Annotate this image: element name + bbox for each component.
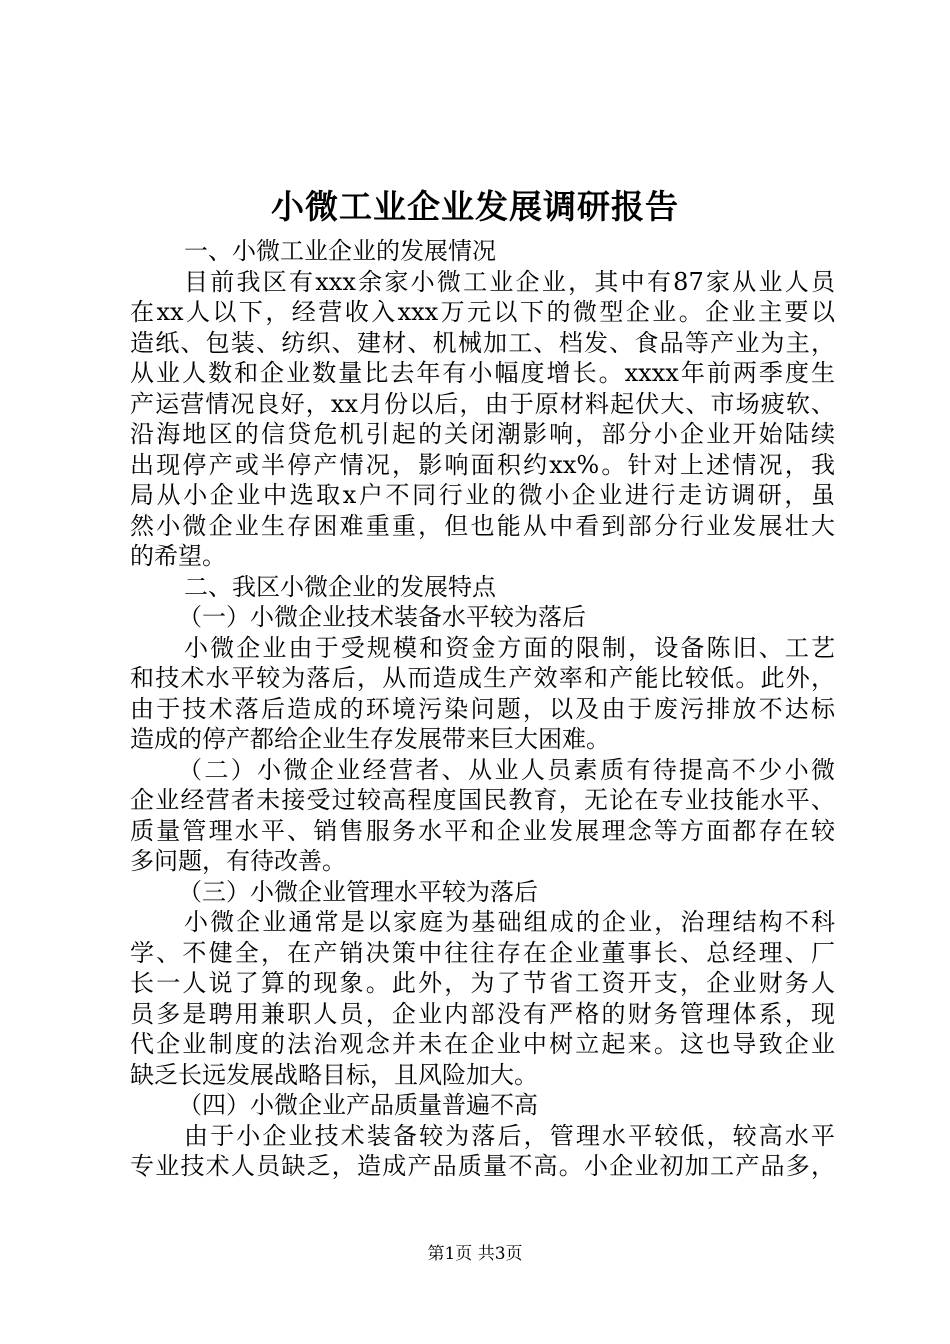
body-line: 在xx人以下，经营收入xxx万元以下的微型企业。企业主要以 (130, 298, 835, 326)
body-line: 沿海地区的信贷危机引起的关闭潮影响，部分小企业开始陆续 (130, 420, 835, 448)
body-line: 专业技术人员缺乏，造成产品质量不高。小企业初加工产品多， (130, 1152, 835, 1180)
body-line: 小微企业由于受规模和资金方面的限制，设备陈旧、工艺 (184, 633, 835, 662)
page-footer: 第1页 共3页 (427, 1244, 523, 1264)
body-line: 由于技术落后造成的环境污染问题，以及由于废污排放不达标 (130, 694, 835, 723)
body-line: 造纸、包装、纺织、建材、机械加工、档发、食品等产业为主， (130, 328, 835, 357)
body-line: 和技术水平较为落后，从而造成生产效率和产能比较低。此外， (130, 664, 835, 692)
body-line: 的希望。 (130, 542, 226, 570)
body-line: 然小微企业生存困难重重，但也能从中看到部分行业发展壮大 (130, 511, 835, 540)
body-line: 代企业制度的法治观念并未在企业中树立起来。这也导致企业 (130, 1030, 835, 1058)
body-line: 长一人说了算的现象。此外，为了节省工资开支，企业财务人 (130, 969, 835, 997)
body-line: 质量管理水平、销售服务水平和企业发展理念等方面都存在较 (130, 816, 835, 845)
body-line: 由于小企业技术装备较为落后，管理水平较低，较高水平 (184, 1121, 835, 1150)
body-line: 出现停产或半停产情况，影响面积约xx%。针对上述情况，我 (130, 450, 835, 479)
document-body (130, 236, 835, 1182)
body-line: 一、小微工业企业的发展情况 (184, 237, 496, 265)
body-line: 员多是聘用兼职人员，企业内部没有严格的财务管理体系，现 (130, 999, 835, 1028)
body-line: 局从小企业中选取x户不同行业的微小企业进行走访调研，虽 (130, 481, 835, 509)
body-line: （二）小微企业经营者、从业人员素质有待提高不少小微 (178, 755, 835, 784)
body-line: 从业人数和企业数量比去年有小幅度增长。xxxx年前两季度生 (130, 359, 835, 387)
body-line: 目前我区有xxx余家小微工业企业，其中有87家从业人员 (184, 267, 835, 296)
body-line: 产运营情况良好，xx月份以后，由于原材料起伏大、市场疲软、 (130, 389, 835, 418)
body-line: （一）小微企业技术装备水平较为落后 (178, 603, 586, 631)
body-line: 造成的停产都给企业生存发展带来巨大困难。 (130, 725, 610, 753)
body-line: 二、我区小微企业的发展特点 (184, 572, 496, 601)
body-line: 缺乏长远发展战略目标，且风险加大。 (130, 1060, 538, 1089)
body-line: （三）小微企业管理水平较为落后 (178, 877, 538, 906)
body-line: 小微企业通常是以家庭为基础组成的企业，治理结构不科 (184, 908, 835, 936)
body-line: （四）小微企业产品质量普遍不高 (178, 1091, 538, 1119)
body-line: 企业经营者未接受过较高程度国民教育，无论在专业技能水平、 (130, 786, 835, 814)
body-line: 多问题，有待改善。 (130, 847, 346, 875)
body-line: 学、不健全，在产销决策中往往存在企业董事长、总经理、厂 (130, 938, 835, 967)
document-title: 小微工业企业发展调研报告 (271, 187, 679, 226)
